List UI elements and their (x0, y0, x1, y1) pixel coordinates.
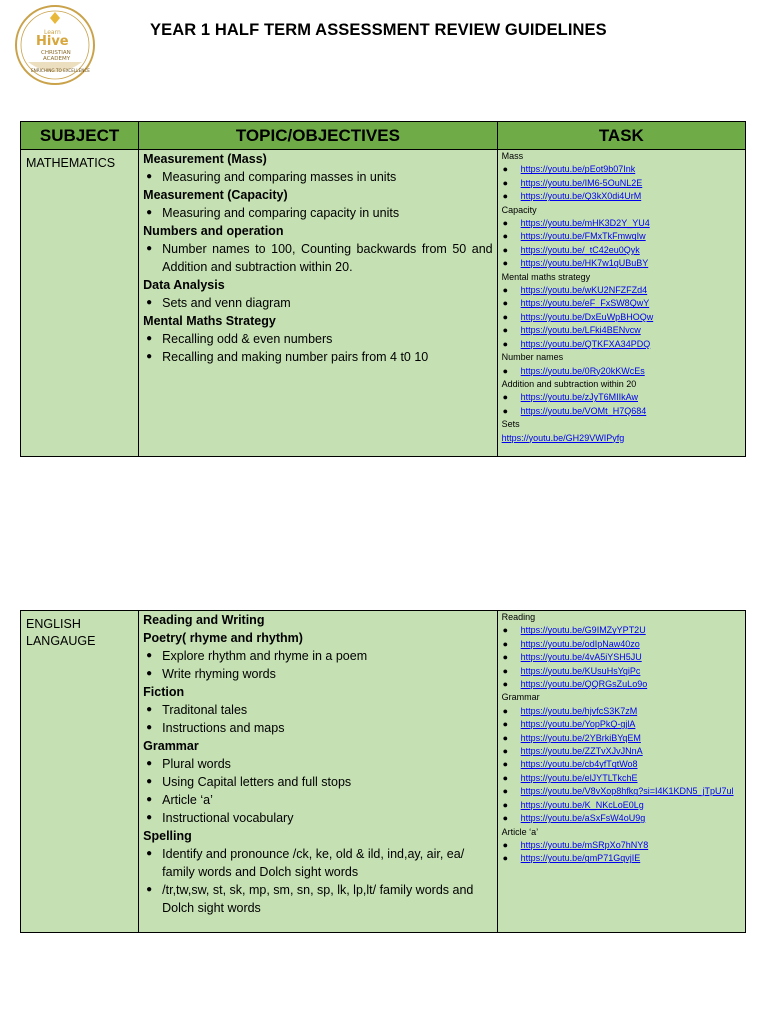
subject-line: LANGAUGE (26, 634, 96, 648)
svg-text:ENRICHING TO EXCELLENCE: ENRICHING TO EXCELLENCE (31, 68, 90, 73)
svg-text:Learn: Learn (44, 29, 61, 36)
video-link[interactable]: ● https://youtu.be/hjvfcS3K7zM (502, 705, 743, 718)
video-link[interactable]: ● https://youtu.be/LFki4BENvcw (502, 324, 743, 337)
video-link[interactable]: ● https://youtu.be/odIpNaw40zo (502, 638, 743, 651)
subject-cell (21, 611, 139, 933)
video-link[interactable]: ● https://youtu.be/wKU2NFZFZd4 (502, 284, 743, 297)
maths-table (20, 121, 746, 457)
video-link[interactable]: ● https://youtu.be/elJYTLTkchE (502, 772, 743, 785)
topic-bullet: ● Plural words (143, 755, 492, 773)
video-link[interactable]: ● https://youtu.be/zJyT6MIIkAw (502, 391, 743, 404)
task-label: Mass (501, 151, 524, 161)
topic-heading: Spelling (143, 829, 192, 843)
video-link[interactable]: ● https://youtu.be/_tC42eu0Qyk (502, 244, 743, 257)
video-link[interactable]: ● https://youtu.be/2YBrkiBYqEM (502, 732, 743, 745)
video-link[interactable]: ● https://youtu.be/mHK3D2Y_YU4 (502, 217, 743, 230)
school-logo (14, 4, 96, 86)
video-link[interactable]: ● https://youtu.be/QQRGsZuLo9o (502, 678, 743, 691)
page-title: YEAR 1 HALF TERM ASSESSMENT REVIEW GUIDELINES (150, 21, 607, 39)
video-link[interactable]: ● https://youtu.be/eF_FxSW8QwY (502, 297, 743, 310)
video-link[interactable]: https://youtu.be/GH29VWIPyfg (501, 432, 625, 443)
topic-bullet: ● Number names to 100, Counting backwards from 50 and Addition and subtraction within 20. (143, 240, 492, 276)
task-label: Reading (501, 612, 536, 622)
task-label: Addition and subtraction within 20 (501, 378, 637, 389)
video-link[interactable]: ● https://youtu.be/gmP71GqvjIE (502, 852, 743, 865)
video-link[interactable]: ● https://youtu.be/cb4yfTqtWo8 (502, 758, 743, 771)
topic-bullet: ● Explore rhythm and rhyme in a poem (143, 647, 492, 665)
topic-heading: Numbers and operation (143, 224, 284, 238)
video-link[interactable]: ● https://youtu.be/0Ry20kKWcEs (502, 365, 743, 378)
task-label: Mental maths strategy (501, 271, 591, 282)
video-link[interactable]: ● https://youtu.be/QTKFXA34PDQ (502, 338, 743, 351)
topic-bullet: ● Measuring and comparing capacity in units (143, 204, 492, 222)
svg-text:CHRISTIAN: CHRISTIAN (41, 50, 71, 56)
topic-bullet: ● Traditonal tales (143, 701, 492, 719)
video-link[interactable]: ● https://youtu.be/VOMt_H7Q684 (502, 405, 743, 418)
task-label: Article ‘a’ (501, 826, 539, 837)
tasks-cell (497, 611, 745, 933)
topic-heading: Poetry( rhyme and rhythm) (143, 631, 303, 645)
video-link[interactable]: ● https://youtu.be/V8vXop8hfkg?si=I4K1KDN5_jTpU7ul (502, 785, 743, 798)
topic-bullet: ● Instructions and maps (143, 719, 492, 737)
video-link[interactable]: ● https://youtu.be/KUsuHsYqiPc (502, 665, 743, 678)
header-task: TASK (497, 122, 745, 150)
video-link[interactable]: ● https://youtu.be/4vA5iYSH5JU (502, 651, 743, 664)
video-link[interactable]: ● https://youtu.be/HK7w1qUBuBY (502, 257, 743, 270)
video-link[interactable]: ● https://youtu.be/ZZTvXJvJNnA (502, 745, 743, 758)
topic-bullet: ● Instructional vocabulary (143, 809, 492, 827)
topic-bullet: ● Write rhyming words (143, 665, 492, 683)
topic-heading: Measurement (Mass) (143, 152, 267, 166)
video-link[interactable]: ● https://youtu.be/FMxTkFmwqIw (502, 230, 743, 243)
topic-heading: Mental Maths Strategy (143, 314, 276, 328)
video-link[interactable]: ● https://youtu.be/G9IMZyYPT2U (502, 624, 743, 637)
svg-text:ACADEMY: ACADEMY (43, 56, 71, 62)
task-label: Capacity (501, 204, 537, 215)
topic-bullet: ● Recalling and making number pairs from 4 t0 10 (143, 348, 492, 366)
topic-bullet: ● Recalling odd & even numbers (143, 330, 492, 348)
video-link[interactable]: ● https://youtu.be/YopPkQ-gjlA (502, 718, 743, 731)
header-subject: SUBJECT (21, 122, 139, 150)
task-label: Sets (501, 419, 520, 430)
topics-cell (139, 150, 497, 457)
header-topic: TOPIC/OBJECTIVES (139, 122, 497, 150)
topic-bullet: ● /tr,tw,sw, st, sk, mp, sm, sn, sp, lk, lp,lt/ family words and Dolch sight words (143, 881, 492, 917)
english-table (20, 610, 746, 933)
topic-heading: Measurement (Capacity) (143, 188, 288, 202)
tasks-cell (497, 150, 745, 457)
topic-heading: Reading and Writing (143, 613, 265, 627)
video-link[interactable]: ● https://youtu.be/mSRpXo7hNY8 (502, 839, 743, 852)
svg-text:Hive: Hive (36, 34, 69, 49)
video-link[interactable]: ● https://youtu.be/IM6-5OuNL2E (502, 177, 743, 190)
task-label: Number names (501, 352, 564, 363)
subject-line: ENGLISH (26, 617, 81, 631)
video-link[interactable]: ● https://youtu.be/pEot9b07Ink (502, 163, 743, 176)
topic-bullet: ● Sets and venn diagram (143, 294, 492, 312)
topic-bullet: ● Identify and pronounce /ck, ke, old & ild, ind,ay, air, ea/ family words and Dolch sight words (143, 845, 492, 881)
topic-heading: Fiction (143, 685, 185, 699)
subject-cell: MATHEMATICS (21, 150, 139, 457)
topic-bullet: ● Using Capital letters and full stops (143, 773, 492, 791)
video-link[interactable]: ● https://youtu.be/K_NKcLoE0Lg (502, 799, 743, 812)
video-link[interactable]: ● https://youtu.be/DxEuWpBHOQw (502, 311, 743, 324)
topic-heading: Grammar (143, 739, 199, 753)
topic-bullet: ● Measuring and comparing masses in units (143, 168, 492, 186)
task-label: Grammar (501, 692, 540, 703)
topics-cell (139, 611, 497, 933)
video-link[interactable]: ● https://youtu.be/aSxFsW4oU9g (502, 812, 743, 825)
topic-bullet: ● Article ‘a’ (143, 791, 492, 809)
video-link[interactable]: ● https://youtu.be/Q3kX0di4UrM (502, 190, 743, 203)
topic-heading: Data Analysis (143, 278, 225, 292)
